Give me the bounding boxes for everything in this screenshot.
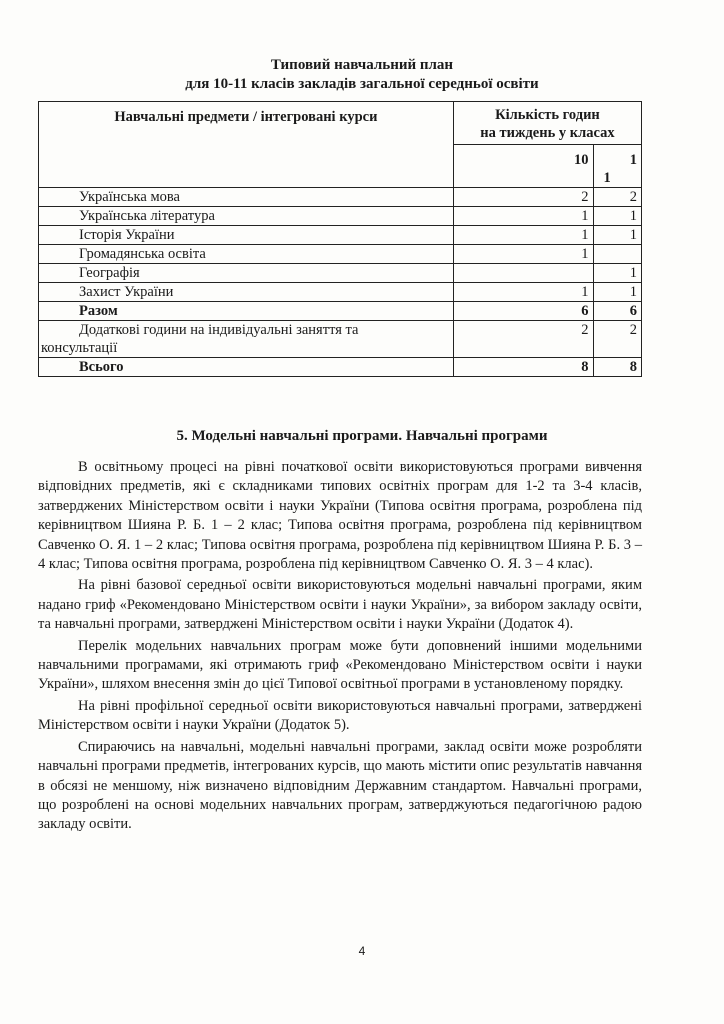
grade-11-cell: 2 — [593, 188, 641, 207]
subject-cell: Географія — [39, 264, 454, 283]
table-row — [39, 283, 642, 302]
header-subject: Навчальні предмети / інтегровані курси — [39, 102, 454, 188]
grade-11-cell: 1 — [593, 264, 641, 283]
paragraph: На рівні профільної середньої освіти використовуються навчальні програми, затверджені Міністерством освіти і науки України (Додаток 5). — [38, 697, 642, 734]
grand-total-grade-11: 8 — [593, 358, 641, 377]
header-grade-10: 10 — [453, 145, 593, 188]
grade-10-cell: 2 — [453, 188, 593, 207]
table-row — [39, 188, 642, 207]
grade-11-cell — [593, 245, 641, 264]
section-heading: 5. Модельні навчальні програми. Навчальні програми — [176, 428, 548, 444]
grade-11-cell: 1 — [593, 226, 641, 245]
grand-total-row — [39, 358, 642, 377]
grade-10-cell: 1 — [453, 207, 593, 226]
subject-cell: Українська мова — [39, 188, 454, 207]
paragraph: В освітньому процесі на рівні початкової освіти використовуються програми вивчення відповідних предметів, які є складниками типових освітніх програм для 1-2 та 3-4 класів, затверджених Міністерством освіти і науки України (Типова освітня програма, розроблена під керівництвом Шияна Р. Б. 1 – 2 клас; Типова освітня програма, розроблена під керівництвом Савченко О. Я. 1 – 2 клас; Типова освітня програма, розроблена під керівництвом Шияна Р. Б. 3 – 4 клас; Типова освітня програма, розроблена під керівництвом Савченко О. Я. 3 – 4 клас). — [38, 459, 642, 573]
grade-10-cell: 1 — [453, 226, 593, 245]
table-row — [39, 207, 642, 226]
curriculum-table — [38, 101, 642, 377]
paragraph: На рівні базової середньої освіти використовуються модельні навчальні програми, яким надано гриф «Рекомендовано Міністерством освіти і науки України», за вибором закладу освіти, та навчальні програми, затверджені Міністерством освіти і науки України (Додаток 4). — [38, 577, 642, 633]
subject-cell: Громадянська освіта — [39, 245, 454, 264]
paragraph: Спираючись на навчальні, модельні навчальні програми, заклад освіти може розробляти навчальні програми предметів, інтегрованих курсів, що мають містити опис результатів навчання в обсязі не меншому, ніж визначено відповідним Державним стандартом. Навчальні програми, що розроблені на основі модельних навчальних програм, затверджуються педагогічною радою закладу освіти. — [38, 738, 642, 833]
total-grade-10: 6 — [453, 302, 593, 321]
plan-title: Типовий навчальний план — [270, 57, 454, 73]
grand-total-grade-10: 8 — [453, 358, 593, 377]
plan-subtitle: для 10-11 класів закладів загальної середньої освіти — [185, 76, 539, 92]
grade-10-cell: 1 — [453, 283, 593, 302]
total-grade-11: 6 — [593, 302, 641, 321]
extra-hours-label: Додаткові години на індивідуальні заняття та консультації — [39, 321, 454, 358]
header-hours: Кількість годин на тиждень у класах — [453, 102, 641, 145]
subject-cell: Українська література — [39, 207, 454, 226]
extra-grade-10: 2 — [453, 321, 593, 358]
paragraph: Перелік модельних навчальних програм може бути доповнений іншими модельними навчальними програмами, які отримають гриф «Рекомендовано Міністерством освіти і науки України», шляхом внесення змін до цієї Типової освітньої програми в установленому порядку. — [38, 637, 642, 693]
total-row — [39, 302, 642, 321]
grade-11-cell: 1 — [593, 207, 641, 226]
table-row — [39, 245, 642, 264]
header-grade-11: 1 1 — [593, 145, 641, 188]
grade-10-cell: 1 — [453, 245, 593, 264]
page-number: 4 — [358, 944, 366, 958]
table-header-row — [39, 102, 642, 145]
grand-total-label: Всього — [39, 358, 454, 377]
table-row — [39, 226, 642, 245]
subject-cell: Захист України — [39, 283, 454, 302]
grade-11-cell: 1 — [593, 283, 641, 302]
total-label: Разом — [39, 302, 454, 321]
body-text — [38, 458, 642, 837]
extra-hours-row — [39, 321, 642, 358]
table-row — [39, 264, 642, 283]
extra-grade-11: 2 — [593, 321, 641, 358]
grade-10-cell — [453, 264, 593, 283]
subject-cell: Історія України — [39, 226, 454, 245]
